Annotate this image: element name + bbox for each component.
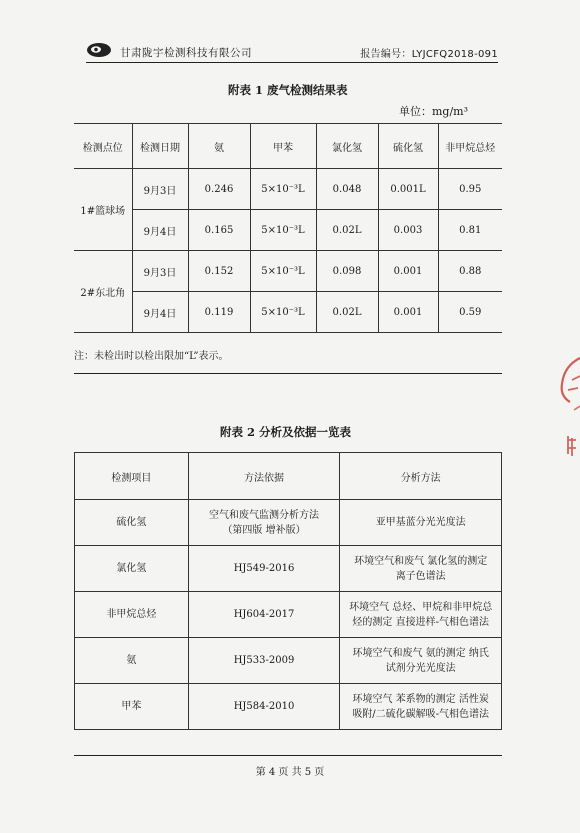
page-number: 第 4 页 共 5 页	[255, 767, 325, 778]
table-cell: 0.02L	[316, 292, 378, 333]
table-cell: 5×10⁻³L	[250, 210, 316, 251]
column-header: 硫化氢	[378, 124, 438, 169]
column-header: 氨	[188, 124, 250, 169]
column-header: 检测日期	[132, 124, 188, 169]
method-cell: 环境空气 总烃、甲烷和非甲烷总 烃的测定 直接进样-气相色谱法	[340, 592, 502, 638]
column-header: 检测项目	[75, 453, 189, 500]
basis-cell: 空气和废气监测分析方法 （第四版 增补版）	[188, 500, 340, 546]
table-row	[74, 169, 502, 210]
table-cell: 0.001	[378, 292, 438, 333]
basis-cell: HJ549-2016	[188, 546, 340, 592]
table-cell: 0.001L	[378, 169, 438, 210]
table-row	[74, 251, 502, 292]
table-row	[75, 684, 502, 730]
divider	[74, 373, 502, 374]
item-cell: 非甲烷总烃	[75, 592, 189, 638]
table-row	[75, 546, 502, 592]
table-cell: 0.02L	[316, 210, 378, 251]
report-number: 报告编号：LYJCFQ2018-091	[360, 49, 498, 60]
table-cell: 0.001	[378, 251, 438, 292]
table-cell: 0.95	[438, 169, 502, 210]
footer-divider	[74, 755, 502, 756]
table1-title: 附表 1 废气检测结果表	[228, 83, 348, 97]
table-cell: 0.152	[188, 251, 250, 292]
company-logo-icon	[86, 42, 112, 58]
table-cell: 9月4日	[132, 210, 188, 251]
table-cell: 0.003	[378, 210, 438, 251]
column-header: 甲苯	[250, 124, 316, 169]
column-header: 分析方法	[340, 453, 502, 500]
column-header: 检测点位	[74, 124, 132, 169]
table-cell: 0.88	[438, 251, 502, 292]
table-cell: 5×10⁻³L	[250, 292, 316, 333]
table-cell: 5×10⁻³L	[250, 169, 316, 210]
company-name: 甘肃陇宇检测科技有限公司	[120, 47, 252, 59]
table-cell: 0.246	[188, 169, 250, 210]
method-cell: 亚甲基蓝分光光度法	[340, 500, 502, 546]
table-cell: 0.59	[438, 292, 502, 333]
table1-note: 注：未检出时以检出限加“L”表示。	[74, 351, 229, 362]
column-header: 方法依据	[188, 453, 340, 500]
table-cell: 0.119	[188, 292, 250, 333]
table2-title: 附表 2 分析及依据一览表	[220, 425, 352, 439]
table-row	[75, 592, 502, 638]
red-seal-stamp-icon	[550, 350, 580, 470]
location-cell: 2#东北角	[74, 251, 132, 333]
page-header	[86, 40, 498, 63]
table-row	[74, 210, 502, 251]
column-header: 氯化氢	[316, 124, 378, 169]
location-cell: 1#篮球场	[74, 169, 132, 251]
table-row	[74, 292, 502, 333]
table-cell: 9月3日	[132, 169, 188, 210]
item-cell: 硫化氢	[75, 500, 189, 546]
basis-cell: HJ533-2009	[188, 638, 340, 684]
column-header: 非甲烷总烃	[438, 124, 502, 169]
method-cell: 环境空气和废气 氨的测定 纳氏 试剂分光光度法	[340, 638, 502, 684]
table-cell: 5×10⁻³L	[250, 251, 316, 292]
item-cell: 氨	[75, 638, 189, 684]
table-cell: 0.098	[316, 251, 378, 292]
table-cell: 9月3日	[132, 251, 188, 292]
table-row	[75, 500, 502, 546]
table1-unit: 单位：mg/m³	[398, 105, 468, 118]
table-cell: 9月4日	[132, 292, 188, 333]
table-row	[75, 638, 502, 684]
emission-results-table	[74, 123, 502, 333]
basis-cell: HJ604-2017	[188, 592, 340, 638]
table-header-row	[75, 453, 502, 500]
table-cell: 0.81	[438, 210, 502, 251]
method-basis-table	[74, 452, 502, 730]
table-header-row	[74, 124, 502, 169]
method-cell: 环境空气和废气 氯化氢的测定 离子色谱法	[340, 546, 502, 592]
item-cell: 氯化氢	[75, 546, 189, 592]
method-cell: 环境空气 苯系物的测定 活性炭 吸附/二硫化碳解吸-气相色谱法	[340, 684, 502, 730]
table-cell: 0.048	[316, 169, 378, 210]
item-cell: 甲苯	[75, 684, 189, 730]
basis-cell: HJ584-2010	[188, 684, 340, 730]
table-cell: 0.165	[188, 210, 250, 251]
